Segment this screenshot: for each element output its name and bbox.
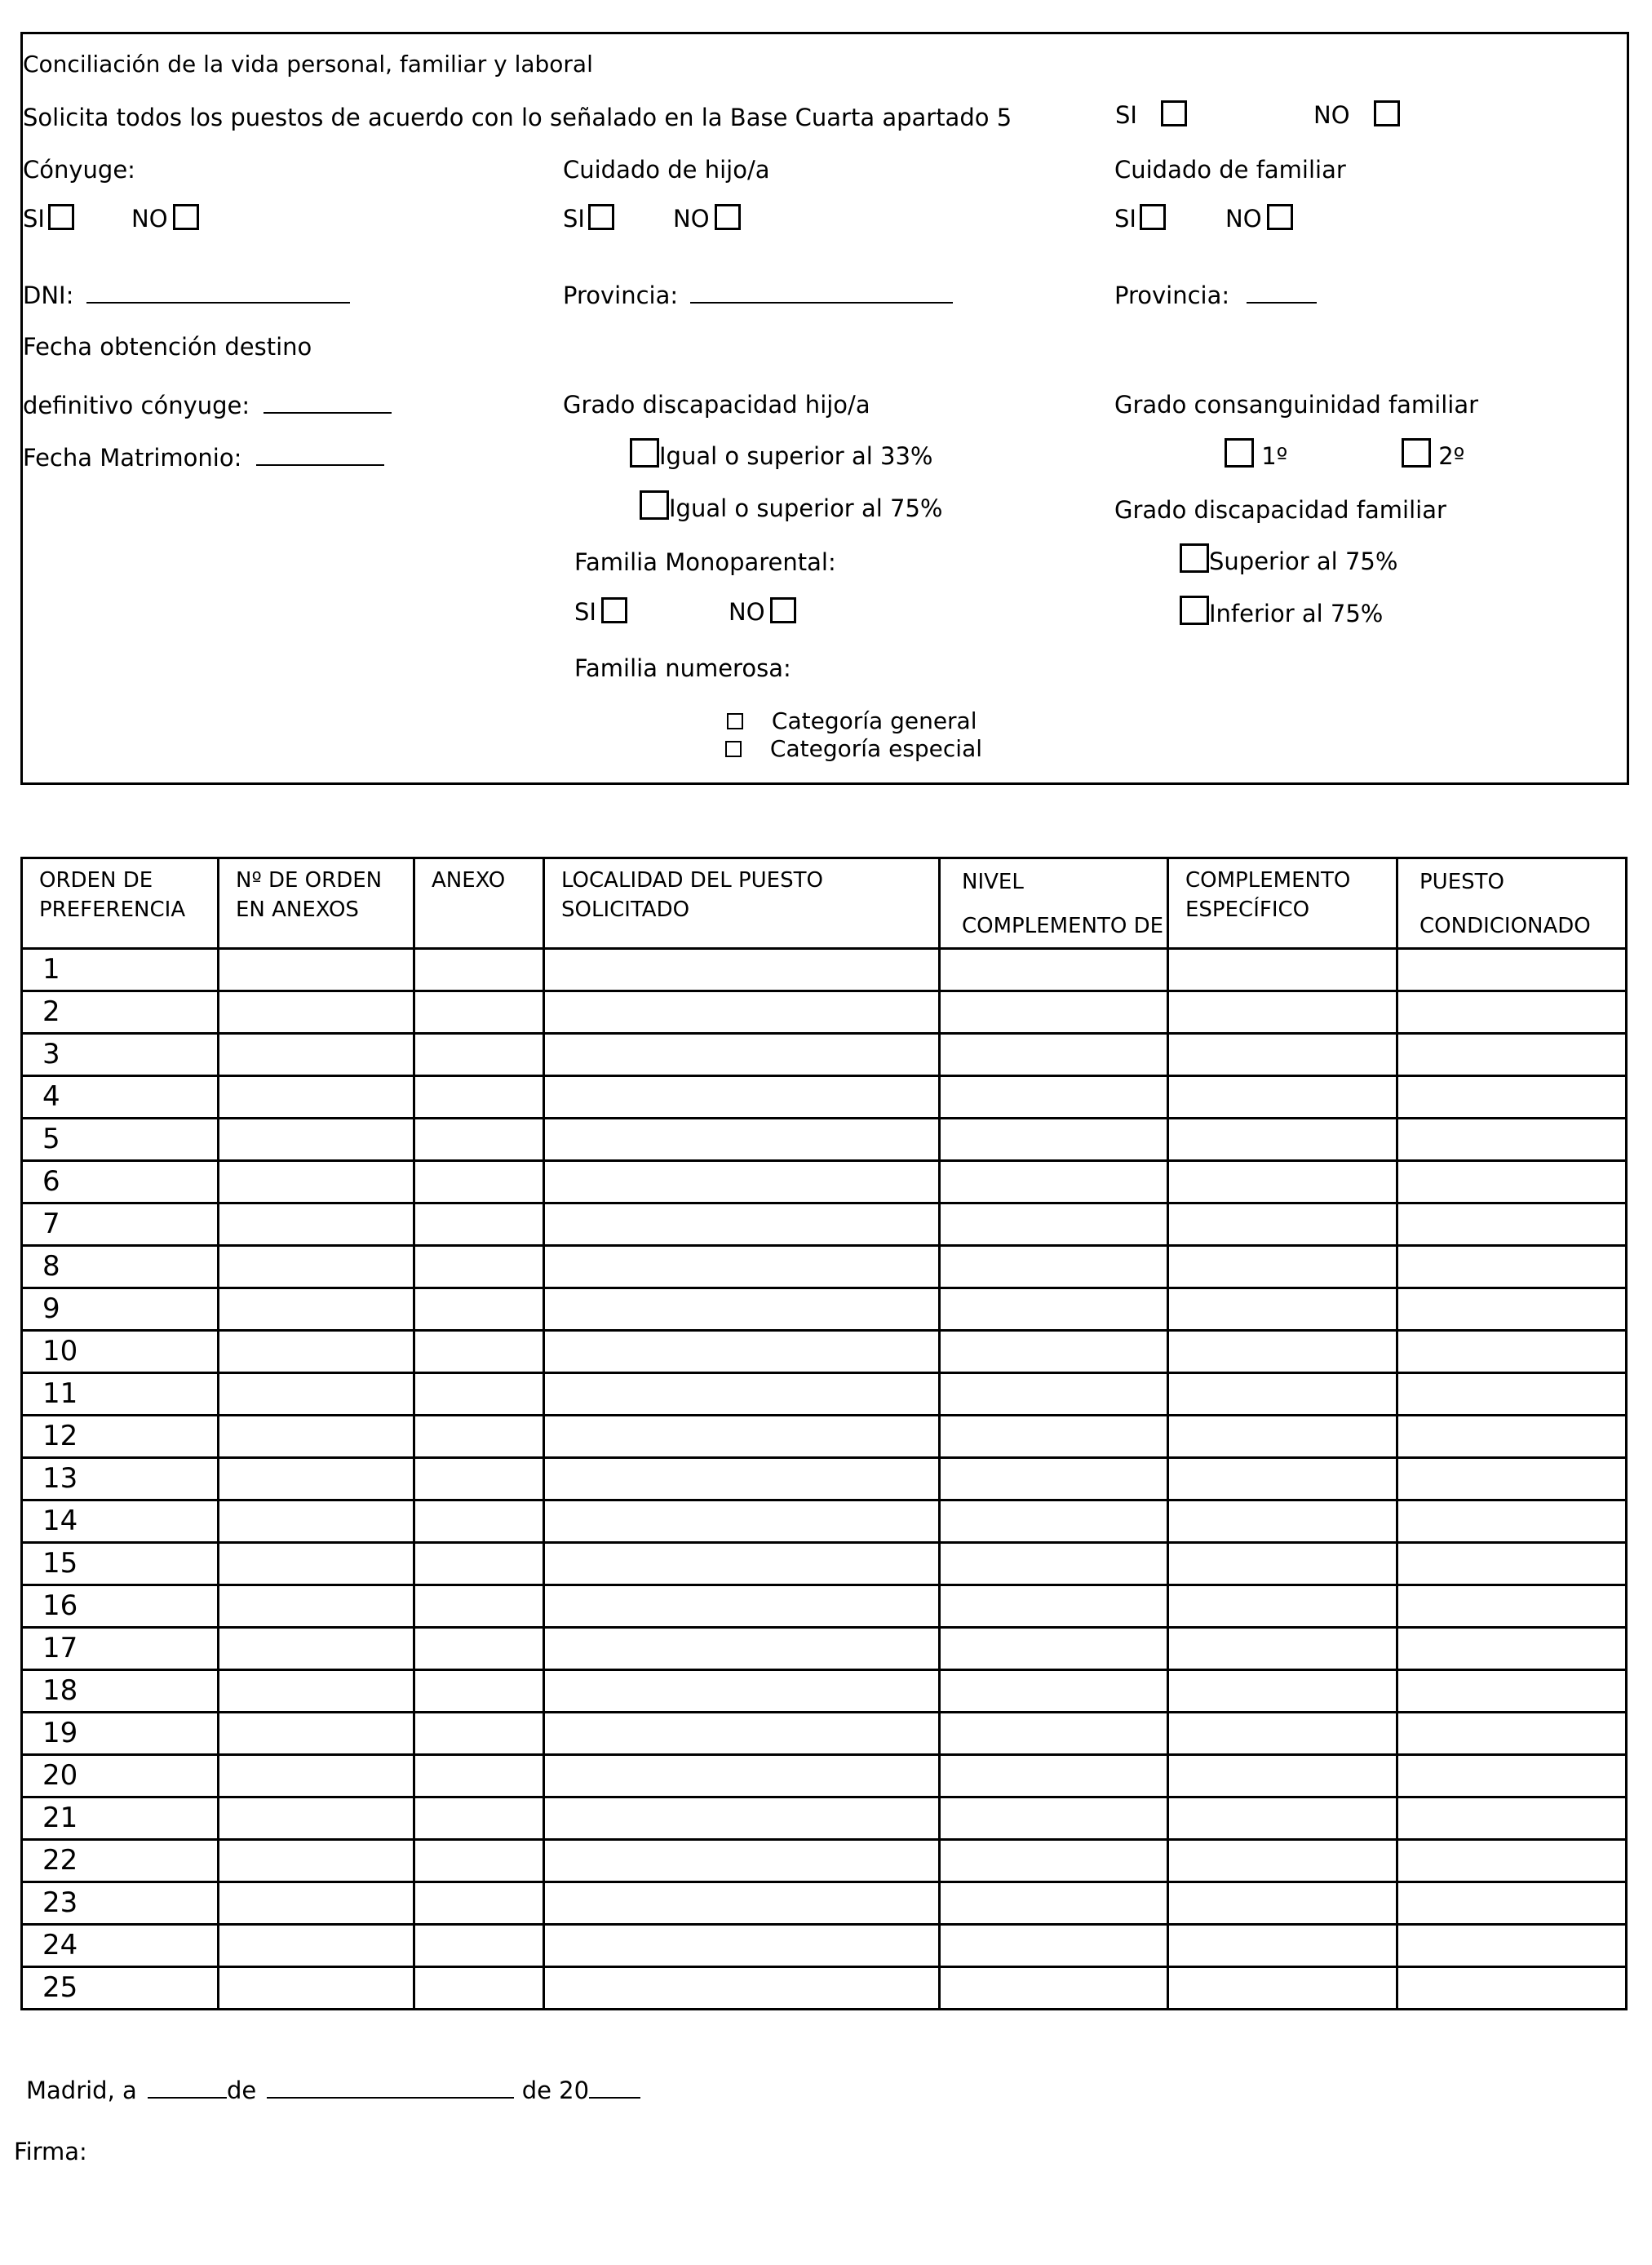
- hijo-si-option: [563, 204, 614, 233]
- conyuge-no-label: NO: [131, 205, 168, 233]
- familiar-si-option: [1114, 204, 1166, 233]
- hijo-opt-33: [630, 438, 932, 470]
- table-cell[interactable]: [219, 1543, 414, 1585]
- monoparental-no-label: NO: [729, 598, 765, 626]
- table-cell[interactable]: [940, 1628, 1168, 1670]
- table-cell[interactable]: [1168, 1288, 1397, 1331]
- familiar-discapacidad-label: Grado discapacidad familiar: [1114, 496, 1446, 524]
- table-cell[interactable]: [1397, 1288, 1627, 1331]
- table-row: [22, 991, 1627, 1034]
- conyuge-no-option: [131, 204, 199, 233]
- table-cell[interactable]: [544, 1882, 940, 1925]
- fecha-matrimonio-field: [23, 443, 384, 472]
- table-cell[interactable]: [940, 1543, 1168, 1585]
- monoparental-no-checkbox[interactable]: [770, 597, 796, 623]
- table-cell[interactable]: [414, 1076, 544, 1119]
- solicita-no-checkbox[interactable]: [1374, 100, 1400, 126]
- fecha-destino-label-1: Fecha obtención destino: [23, 333, 312, 361]
- table-cell[interactable]: [940, 1203, 1168, 1246]
- table-cell[interactable]: [1168, 1925, 1397, 1967]
- familiar-consanguinidad-label: Grado consanguinidad familiar: [1114, 391, 1479, 419]
- dia-input-line[interactable]: [148, 2076, 227, 2099]
- table-cell[interactable]: [544, 1034, 940, 1076]
- header-complemento-especifico: COMPLEMENTO ESPECÍFICO: [1168, 858, 1397, 949]
- categoria-general-checkbox[interactable]: [727, 713, 743, 729]
- familiar-no-label: NO: [1225, 205, 1262, 233]
- solicita-label: Solicita todos los puestos de acuerdo con lo señalado en la Base Cuarta apartado 5: [23, 104, 1012, 131]
- table-cell[interactable]: [940, 1585, 1168, 1628]
- header-orden-preferencia: ORDEN DE PREFERENCIA: [22, 858, 219, 949]
- table-cell[interactable]: [1168, 1034, 1397, 1076]
- superior-75-checkbox[interactable]: [1180, 543, 1209, 573]
- row-number: 4: [22, 1076, 219, 1119]
- hijo-provincia-label: Provincia:: [563, 281, 679, 309]
- table-cell[interactable]: [1168, 1628, 1397, 1670]
- solicita-si-label: SI: [1115, 101, 1137, 129]
- table-row: [22, 949, 1627, 991]
- grado-2-label: 2º: [1438, 442, 1465, 470]
- row-number: 11: [22, 1373, 219, 1416]
- table-cell[interactable]: [414, 1500, 544, 1543]
- table-cell[interactable]: [414, 1416, 544, 1458]
- table-row: [22, 1797, 1627, 1840]
- dni-field: [23, 281, 350, 309]
- table-row: [22, 1882, 1627, 1925]
- hijo-33-label: Igual o superior al 33%: [659, 442, 933, 470]
- table-cell[interactable]: [219, 1500, 414, 1543]
- familiar-si-label: SI: [1114, 205, 1136, 233]
- table-row: [22, 1585, 1627, 1628]
- table-row: [22, 1288, 1627, 1331]
- row-number: 5: [22, 1119, 219, 1161]
- table-cell[interactable]: [1397, 1373, 1627, 1416]
- row-number: 12: [22, 1416, 219, 1458]
- categoria-especial-label: Categoría especial: [769, 735, 982, 762]
- table-cell[interactable]: [544, 1543, 940, 1585]
- hijo-grado-label: Grado discapacidad hijo/a: [563, 391, 870, 419]
- table-cell[interactable]: [1397, 1500, 1627, 1543]
- hijo-label: Cuidado de hijo/a: [563, 156, 770, 184]
- table-cell[interactable]: [1397, 1585, 1627, 1628]
- table-cell[interactable]: [544, 1331, 940, 1373]
- table-cell[interactable]: [414, 1119, 544, 1161]
- table-cell[interactable]: [940, 1967, 1168, 2010]
- table-cell[interactable]: [1168, 991, 1397, 1034]
- table-cell[interactable]: [1168, 1797, 1397, 1840]
- table-cell[interactable]: [544, 949, 940, 991]
- categoria-general-label: Categoría general: [771, 707, 977, 734]
- table-cell[interactable]: [219, 1458, 414, 1500]
- solicita-no-option: [1313, 100, 1400, 129]
- conyuge-si-checkbox[interactable]: [48, 204, 74, 230]
- table-row: [22, 1076, 1627, 1119]
- table-cell[interactable]: [1397, 1967, 1627, 2010]
- fecha-firma-line: [26, 2076, 640, 2104]
- table-cell[interactable]: [414, 1161, 544, 1203]
- table-row: [22, 1203, 1627, 1246]
- hijo-provincia-input-line[interactable]: [690, 281, 953, 304]
- table-cell[interactable]: [219, 1925, 414, 1967]
- preferencias-table: [20, 857, 1628, 2010]
- table-cell[interactable]: [544, 1925, 940, 1967]
- de-label-1: de: [227, 2077, 257, 2104]
- row-number: 24: [22, 1925, 219, 1967]
- row-number: 17: [22, 1628, 219, 1670]
- table-cell[interactable]: [219, 1161, 414, 1203]
- table-cell[interactable]: [1397, 1034, 1627, 1076]
- familia-numerosa-label: Familia numerosa:: [574, 654, 791, 682]
- table-cell[interactable]: [414, 1585, 544, 1628]
- table-cell[interactable]: [1168, 1331, 1397, 1373]
- fecha-destino-field: [23, 391, 392, 419]
- table-cell[interactable]: [940, 949, 1168, 991]
- table-cell[interactable]: [219, 1713, 414, 1755]
- table-cell[interactable]: [414, 1246, 544, 1288]
- table-cell[interactable]: [1397, 1670, 1627, 1713]
- row-number: 23: [22, 1882, 219, 1925]
- table-cell[interactable]: [940, 1797, 1168, 1840]
- monoparental-label: Familia Monoparental:: [574, 548, 836, 576]
- table-cell[interactable]: [1168, 1076, 1397, 1119]
- table-cell[interactable]: [1397, 1416, 1627, 1458]
- anio-input-line[interactable]: [589, 2076, 640, 2099]
- table-cell[interactable]: [544, 1373, 940, 1416]
- table-cell[interactable]: [1168, 949, 1397, 991]
- table-cell[interactable]: [414, 1373, 544, 1416]
- row-number: 25: [22, 1967, 219, 2010]
- table-cell[interactable]: [414, 1755, 544, 1797]
- table-cell[interactable]: [544, 991, 940, 1034]
- table-cell[interactable]: [1168, 1203, 1397, 1246]
- familiar-provincia-field: [1114, 281, 1317, 309]
- mes-input-line[interactable]: [267, 2076, 514, 2099]
- table-cell[interactable]: [940, 1458, 1168, 1500]
- table-cell[interactable]: [219, 1246, 414, 1288]
- conyuge-si-label: SI: [23, 205, 45, 233]
- table-cell[interactable]: [219, 1203, 414, 1246]
- hijo-33-checkbox[interactable]: [630, 438, 659, 468]
- header-localidad: LOCALIDAD DEL PUESTO SOLICITADO: [544, 858, 940, 949]
- table-cell[interactable]: [1168, 1373, 1397, 1416]
- categoria-especial-checkbox[interactable]: [725, 741, 742, 757]
- table-cell[interactable]: [940, 1076, 1168, 1119]
- table-cell[interactable]: [940, 1331, 1168, 1373]
- table-cell[interactable]: [1397, 1797, 1627, 1840]
- table-cell[interactable]: [1168, 1840, 1397, 1882]
- grado-2-checkbox[interactable]: [1402, 438, 1431, 468]
- fecha-matrimonio-input-line[interactable]: [256, 443, 384, 466]
- table-cell[interactable]: [940, 1161, 1168, 1203]
- table-row: [22, 1458, 1627, 1500]
- solicita-si-option: [1115, 100, 1187, 129]
- table-cell[interactable]: [544, 1203, 940, 1246]
- table-cell[interactable]: [1397, 1882, 1627, 1925]
- table-cell[interactable]: [544, 1119, 940, 1161]
- header-puesto-condicionado: PUESTO CONDICIONADO: [1397, 858, 1627, 949]
- header-orden-anexos: Nº DE ORDEN EN ANEXOS: [219, 858, 414, 949]
- table-cell[interactable]: [544, 1797, 940, 1840]
- familiar-grado-2: [1402, 438, 1464, 470]
- table-cell[interactable]: [544, 1585, 940, 1628]
- table-cell[interactable]: [940, 1373, 1168, 1416]
- hijo-opt-75: [640, 490, 942, 522]
- solicita-si-checkbox[interactable]: [1161, 100, 1187, 126]
- table-cell[interactable]: [1397, 1458, 1627, 1500]
- table-cell[interactable]: [219, 1373, 414, 1416]
- table-row: [22, 1967, 1627, 2010]
- table-cell[interactable]: [1168, 1119, 1397, 1161]
- table-cell[interactable]: [544, 1500, 940, 1543]
- row-number: 3: [22, 1034, 219, 1076]
- row-number: 13: [22, 1458, 219, 1500]
- table-cell[interactable]: [940, 1288, 1168, 1331]
- de-label-2: de 20: [521, 2077, 590, 2104]
- table-cell[interactable]: [940, 991, 1168, 1034]
- row-number: 1: [22, 949, 219, 991]
- table-row: [22, 1034, 1627, 1076]
- table-cell[interactable]: [1397, 1713, 1627, 1755]
- table-cell[interactable]: [219, 1628, 414, 1670]
- table-row: [22, 1373, 1627, 1416]
- table-cell[interactable]: [219, 1585, 414, 1628]
- table-cell[interactable]: [1168, 1882, 1397, 1925]
- table-cell[interactable]: [414, 1331, 544, 1373]
- table-cell[interactable]: [219, 1840, 414, 1882]
- table-row: [22, 1670, 1627, 1713]
- table-cell[interactable]: [219, 1755, 414, 1797]
- row-number: 22: [22, 1840, 219, 1882]
- table-row: [22, 1628, 1627, 1670]
- table-cell[interactable]: [414, 1967, 544, 2010]
- table-cell[interactable]: [1168, 1416, 1397, 1458]
- table-row: [22, 1331, 1627, 1373]
- row-number: 8: [22, 1246, 219, 1288]
- table-cell[interactable]: [544, 1713, 940, 1755]
- table-cell[interactable]: [1168, 1161, 1397, 1203]
- monoparental-si-checkbox[interactable]: [601, 597, 627, 623]
- row-number: 2: [22, 991, 219, 1034]
- conyuge-label: Cónyuge:: [23, 156, 135, 184]
- table-cell[interactable]: [1397, 1161, 1627, 1203]
- table-cell[interactable]: [414, 949, 544, 991]
- table-cell[interactable]: [1397, 1331, 1627, 1373]
- categoria-especial-option: [725, 735, 982, 763]
- solicita-no-label: NO: [1313, 101, 1350, 129]
- table-cell[interactable]: [1168, 1246, 1397, 1288]
- table-cell[interactable]: [940, 1670, 1168, 1713]
- table-cell[interactable]: [1168, 1755, 1397, 1797]
- monoparental-no-option: [729, 597, 796, 626]
- table-cell[interactable]: [1397, 949, 1627, 991]
- hijo-provincia-field: [563, 281, 953, 309]
- table-cell[interactable]: [544, 1967, 940, 2010]
- table-row: [22, 1713, 1627, 1755]
- table-cell[interactable]: [219, 1119, 414, 1161]
- table-cell[interactable]: [414, 1034, 544, 1076]
- familiar-provincia-input-line[interactable]: [1247, 281, 1317, 304]
- table-cell[interactable]: [544, 1076, 940, 1119]
- table-cell[interactable]: [219, 1076, 414, 1119]
- conyuge-no-checkbox[interactable]: [173, 204, 199, 230]
- categoria-general-option: [727, 707, 977, 735]
- table-cell[interactable]: [219, 1670, 414, 1713]
- header-nivel: NIVEL COMPLEMENTO DE: [940, 858, 1168, 949]
- familiar-label: Cuidado de familiar: [1114, 156, 1346, 184]
- table-cell[interactable]: [544, 1670, 940, 1713]
- table-cell[interactable]: [414, 1458, 544, 1500]
- table-cell[interactable]: [544, 1161, 940, 1203]
- table-cell[interactable]: [1397, 1628, 1627, 1670]
- table-cell[interactable]: [544, 1246, 940, 1288]
- row-number: 9: [22, 1288, 219, 1331]
- row-number: 6: [22, 1161, 219, 1203]
- table-body: [22, 949, 1627, 2010]
- hijo-75-label: Igual o superior al 75%: [669, 494, 943, 522]
- table-cell[interactable]: [1397, 1840, 1627, 1882]
- table-cell[interactable]: [414, 1925, 544, 1967]
- row-number: 20: [22, 1755, 219, 1797]
- table-cell[interactable]: [219, 1034, 414, 1076]
- madrid-label: Madrid, a: [26, 2077, 137, 2104]
- table-cell[interactable]: [940, 1416, 1168, 1458]
- header-anexo: ANEXO: [414, 858, 544, 949]
- hijo-si-label: SI: [563, 205, 585, 233]
- table-cell[interactable]: [1168, 1967, 1397, 2010]
- table-row: [22, 1416, 1627, 1458]
- table-cell[interactable]: [940, 1713, 1168, 1755]
- superior-75-label: Superior al 75%: [1209, 547, 1398, 575]
- table-cell[interactable]: [414, 1288, 544, 1331]
- table-cell[interactable]: [1397, 1246, 1627, 1288]
- table-cell[interactable]: [1397, 1755, 1627, 1797]
- row-number: 16: [22, 1585, 219, 1628]
- table-cell[interactable]: [414, 1882, 544, 1925]
- table-cell[interactable]: [1397, 1076, 1627, 1119]
- table-cell[interactable]: [219, 1797, 414, 1840]
- row-number: 7: [22, 1203, 219, 1246]
- table-cell[interactable]: [544, 1628, 940, 1670]
- table-cell[interactable]: [1168, 1500, 1397, 1543]
- section-title: Conciliación de la vida personal, familiar y laboral: [23, 51, 593, 78]
- hijo-si-checkbox[interactable]: [588, 204, 614, 230]
- table-cell[interactable]: [219, 949, 414, 991]
- hijo-no-option: [673, 204, 741, 233]
- table-cell[interactable]: [414, 991, 544, 1034]
- row-number: 10: [22, 1331, 219, 1373]
- hijo-no-label: NO: [673, 205, 710, 233]
- familiar-no-checkbox[interactable]: [1267, 204, 1293, 230]
- table-cell[interactable]: [414, 1203, 544, 1246]
- hijo-75-checkbox[interactable]: [640, 490, 669, 520]
- table-cell[interactable]: [1168, 1543, 1397, 1585]
- hijo-no-checkbox[interactable]: [715, 204, 741, 230]
- monoparental-si-option: [574, 597, 627, 626]
- table-cell[interactable]: [1397, 1543, 1627, 1585]
- table-cell[interactable]: [414, 1543, 544, 1585]
- conyuge-si-option: [23, 204, 74, 233]
- familiar-grado-1: [1225, 438, 1287, 470]
- table-cell[interactable]: [414, 1840, 544, 1882]
- grado-1-checkbox[interactable]: [1225, 438, 1254, 468]
- table-row: [22, 1755, 1627, 1797]
- table-cell[interactable]: [1168, 1585, 1397, 1628]
- table-cell[interactable]: [940, 1755, 1168, 1797]
- table-row: [22, 1543, 1627, 1585]
- fecha-destino-label-2: definitivo cónyuge:: [23, 392, 250, 419]
- table-cell[interactable]: [1168, 1670, 1397, 1713]
- row-number: 21: [22, 1797, 219, 1840]
- table-cell[interactable]: [414, 1713, 544, 1755]
- table-cell[interactable]: [414, 1797, 544, 1840]
- table-cell[interactable]: [1168, 1713, 1397, 1755]
- table-cell[interactable]: [219, 1967, 414, 2010]
- table-cell[interactable]: [219, 1882, 414, 1925]
- table-cell[interactable]: [1397, 1925, 1627, 1967]
- fecha-matrimonio-label: Fecha Matrimonio:: [23, 444, 242, 472]
- table-cell[interactable]: [544, 1458, 940, 1500]
- familiar-provincia-label: Provincia:: [1114, 281, 1230, 309]
- row-number: 14: [22, 1500, 219, 1543]
- familiar-inferior-75: [1180, 596, 1383, 627]
- table-cell[interactable]: [940, 1925, 1168, 1967]
- table-cell[interactable]: [1397, 1119, 1627, 1161]
- table-cell[interactable]: [1397, 991, 1627, 1034]
- table-cell[interactable]: [414, 1670, 544, 1713]
- table-cell[interactable]: [544, 1288, 940, 1331]
- table-cell[interactable]: [940, 1246, 1168, 1288]
- table-cell[interactable]: [219, 1331, 414, 1373]
- table-row: [22, 1161, 1627, 1203]
- table-cell[interactable]: [219, 991, 414, 1034]
- table-cell[interactable]: [414, 1628, 544, 1670]
- inferior-75-checkbox[interactable]: [1180, 596, 1209, 625]
- dni-label: DNI:: [23, 281, 74, 309]
- row-number: 19: [22, 1713, 219, 1755]
- table-row: [22, 1119, 1627, 1161]
- table-row: [22, 1925, 1627, 1967]
- familiar-si-checkbox[interactable]: [1140, 204, 1166, 230]
- table-cell[interactable]: [940, 1034, 1168, 1076]
- table-cell[interactable]: [219, 1416, 414, 1458]
- table-row: [22, 1500, 1627, 1543]
- firma-label: Firma:: [14, 2138, 87, 2165]
- monoparental-si-label: SI: [574, 598, 596, 626]
- table-cell[interactable]: [940, 1882, 1168, 1925]
- table-cell[interactable]: [940, 1840, 1168, 1882]
- table-cell[interactable]: [544, 1755, 940, 1797]
- row-number: 15: [22, 1543, 219, 1585]
- fecha-destino-input-line[interactable]: [264, 391, 392, 414]
- grado-1-label: 1º: [1261, 442, 1288, 470]
- table-row: [22, 1246, 1627, 1288]
- table-row: [22, 1840, 1627, 1882]
- row-number: 18: [22, 1670, 219, 1713]
- table-cell[interactable]: [940, 1119, 1168, 1161]
- dni-input-line[interactable]: [86, 281, 350, 304]
- inferior-75-label: Inferior al 75%: [1209, 600, 1384, 627]
- table-cell[interactable]: [1397, 1203, 1627, 1246]
- table-cell[interactable]: [1168, 1458, 1397, 1500]
- familiar-no-option: [1225, 204, 1293, 233]
- familiar-superior-75: [1180, 543, 1397, 575]
- table-cell[interactable]: [544, 1840, 940, 1882]
- table-cell[interactable]: [544, 1416, 940, 1458]
- table-cell[interactable]: [940, 1500, 1168, 1543]
- table-cell[interactable]: [219, 1288, 414, 1331]
- table-header-row: [22, 858, 1627, 949]
